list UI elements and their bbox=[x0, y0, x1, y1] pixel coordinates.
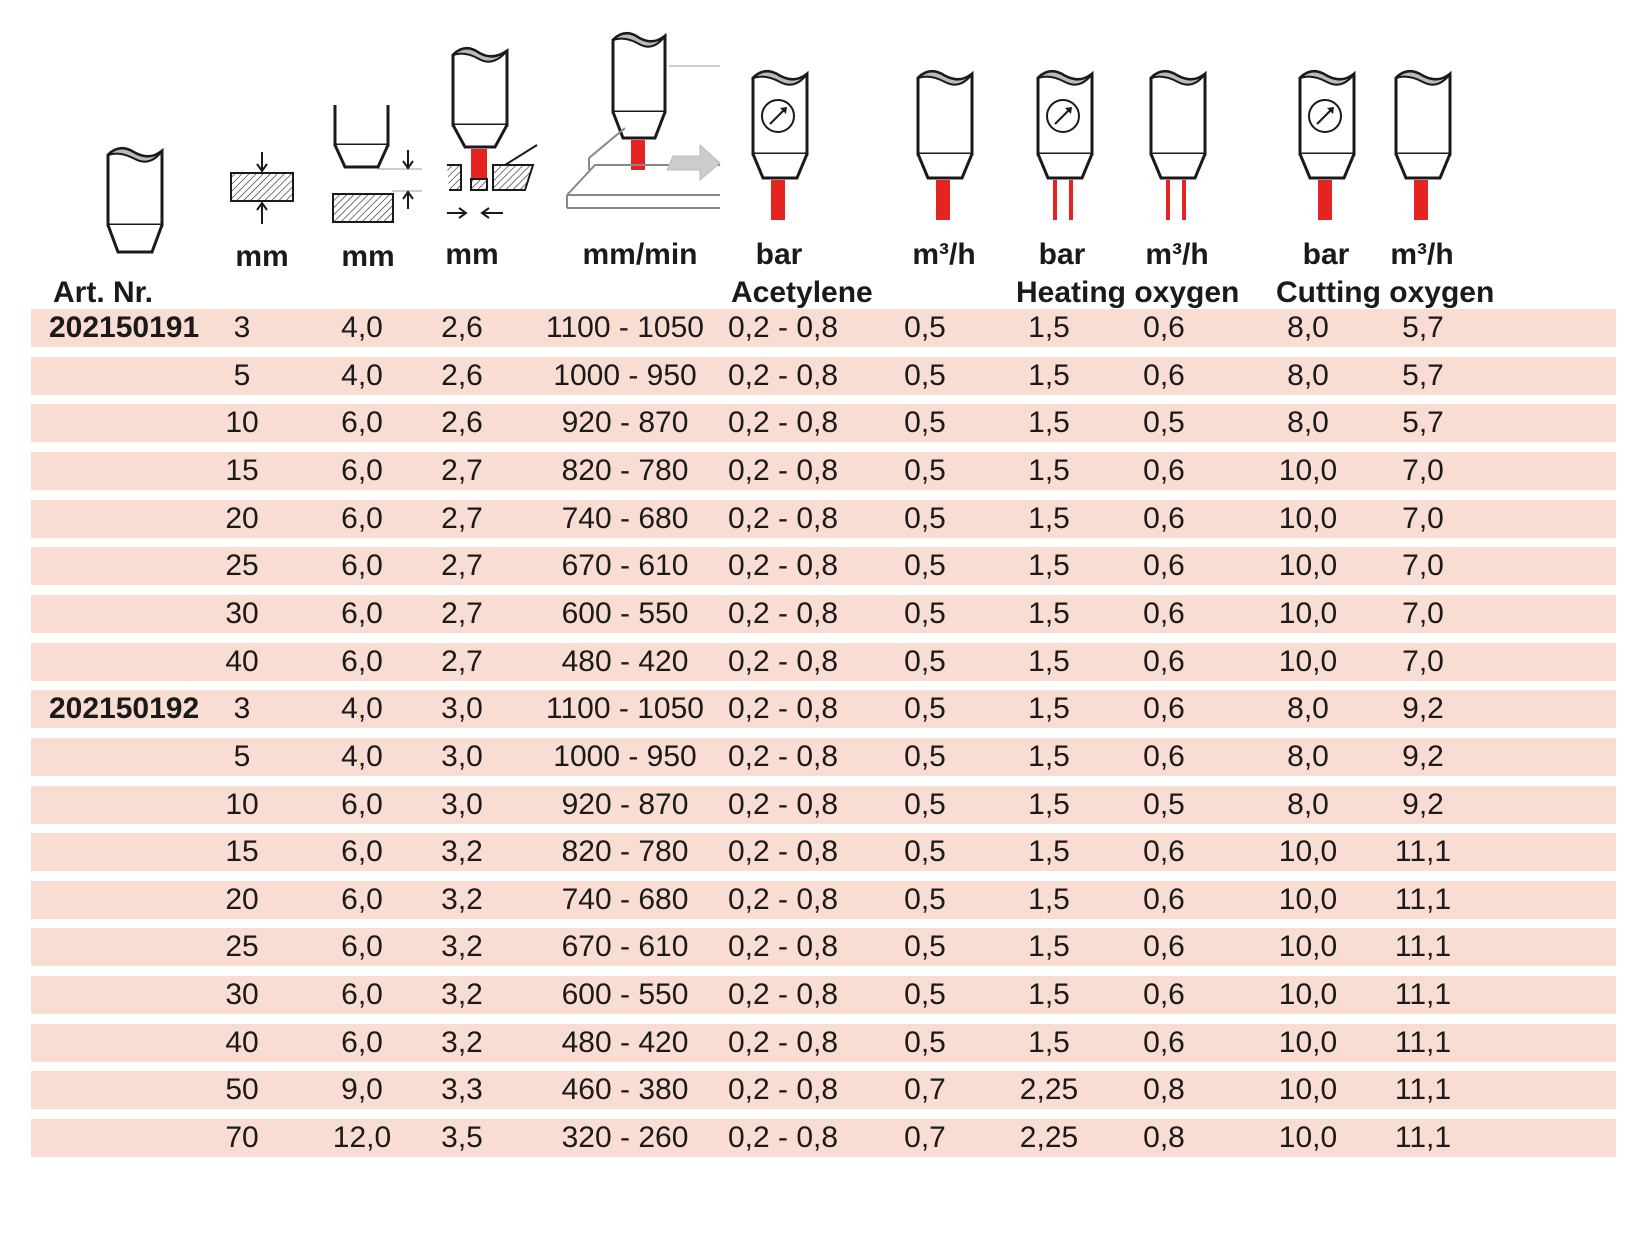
cell-acetylene-pressure: 0,2 - 0,8 bbox=[727, 645, 839, 678]
cell-material-thickness: 25 bbox=[225, 549, 259, 582]
cell-cutting-speed: 600 - 550 bbox=[561, 978, 689, 1011]
table-row bbox=[31, 928, 1616, 966]
cell-nozzle-distance: 4,0 bbox=[341, 692, 383, 725]
cell-acetylene-flow: 0,5 bbox=[904, 454, 946, 487]
cell-cutting-speed: 320 - 260 bbox=[561, 1121, 689, 1154]
cell-material-thickness: 50 bbox=[225, 1073, 259, 1106]
cell-nozzle-distance: 6,0 bbox=[341, 788, 383, 821]
cell-cutting-oxygen-flow: 7,0 bbox=[1402, 597, 1444, 630]
acetylene-pressure-icon bbox=[750, 68, 810, 223]
cell-cutting-oxygen-pressure: 10,0 bbox=[1278, 1121, 1338, 1154]
cell-acetylene-flow: 0,5 bbox=[904, 406, 946, 439]
cell-cutting-oxygen-pressure: 10,0 bbox=[1278, 1026, 1338, 1059]
cell-acetylene-pressure: 0,2 - 0,8 bbox=[727, 978, 839, 1011]
cell-acetylene-pressure: 0,2 - 0,8 bbox=[727, 406, 839, 439]
cell-cutting-oxygen-flow: 9,2 bbox=[1402, 740, 1444, 773]
cell-heating-oxygen-pressure: 2,25 bbox=[1019, 1121, 1079, 1154]
cell-nozzle-distance: 6,0 bbox=[341, 930, 383, 963]
cell-nozzle-distance: 9,0 bbox=[341, 1073, 383, 1106]
cell-cutting-oxygen-flow: 11,1 bbox=[1394, 835, 1452, 868]
cell-cutting-oxygen-flow: 5,7 bbox=[1402, 359, 1444, 392]
cell-nozzle-distance: 6,0 bbox=[341, 406, 383, 439]
cell-nozzle-distance: 6,0 bbox=[341, 597, 383, 630]
unit-heating-oxygen-flow: m³/h bbox=[1145, 238, 1209, 271]
cell-nozzle-distance: 12,0 bbox=[332, 1121, 392, 1154]
cell-heating-oxygen-pressure: 1,5 bbox=[1028, 692, 1070, 725]
cell-material-thickness: 3 bbox=[233, 311, 251, 344]
table-row bbox=[31, 309, 1616, 347]
cell-acetylene-flow: 0,5 bbox=[904, 692, 946, 725]
cell-acetylene-pressure: 0,2 - 0,8 bbox=[727, 883, 839, 916]
cell-cutting-oxygen-flow: 11,1 bbox=[1394, 978, 1452, 1011]
cell-acetylene-flow: 0,5 bbox=[904, 549, 946, 582]
cell-heating-oxygen-pressure: 1,5 bbox=[1028, 835, 1070, 868]
cell-acetylene-pressure: 0,2 - 0,8 bbox=[727, 1073, 839, 1106]
cell-cutting-speed: 740 - 680 bbox=[561, 883, 689, 916]
cell-heating-oxygen-pressure: 1,5 bbox=[1028, 502, 1070, 535]
cell-cutting-oxygen-pressure: 10,0 bbox=[1278, 597, 1338, 630]
kerf-width-icon bbox=[445, 45, 540, 235]
table-row bbox=[31, 1119, 1616, 1157]
cell-acetylene-pressure: 0,2 - 0,8 bbox=[727, 1026, 839, 1059]
cell-nozzle-distance: 4,0 bbox=[341, 311, 383, 344]
group-cutting-oxygen: Cutting oxygen bbox=[1276, 276, 1495, 309]
table-row bbox=[31, 643, 1616, 681]
cell-material-thickness: 30 bbox=[225, 597, 259, 630]
cell-cutting-oxygen-flow: 11,1 bbox=[1394, 930, 1452, 963]
cell-material-thickness: 30 bbox=[225, 978, 259, 1011]
cell-cutting-speed: 460 - 380 bbox=[561, 1073, 689, 1106]
unit-acetylene-flow: m³/h bbox=[912, 238, 976, 271]
cell-cutting-oxygen-pressure: 10,0 bbox=[1278, 883, 1338, 916]
cell-acetylene-flow: 0,5 bbox=[904, 835, 946, 868]
cell-acetylene-flow: 0,5 bbox=[904, 740, 946, 773]
cell-heating-oxygen-pressure: 1,5 bbox=[1028, 930, 1070, 963]
cell-nozzle-distance: 6,0 bbox=[341, 645, 383, 678]
cell-material-thickness: 10 bbox=[225, 406, 259, 439]
cell-heating-oxygen-flow: 0,6 bbox=[1143, 883, 1185, 916]
cell-cutting-oxygen-pressure: 10,0 bbox=[1278, 1073, 1338, 1106]
cell-acetylene-flow: 0,5 bbox=[904, 311, 946, 344]
table-row bbox=[31, 833, 1616, 871]
cell-acetylene-pressure: 0,2 - 0,8 bbox=[727, 692, 839, 725]
cell-material-thickness: 40 bbox=[225, 1026, 259, 1059]
cell-cutting-oxygen-pressure: 10,0 bbox=[1278, 645, 1338, 678]
cell-kerf-width: 3,2 bbox=[441, 883, 483, 916]
cell-material-thickness: 3 bbox=[233, 692, 251, 725]
cell-kerf-width: 2,6 bbox=[441, 406, 483, 439]
cell-acetylene-flow: 0,5 bbox=[904, 597, 946, 630]
cell-material-thickness: 15 bbox=[225, 835, 259, 868]
cell-cutting-oxygen-pressure: 8,0 bbox=[1287, 311, 1329, 344]
cell-nozzle-distance: 6,0 bbox=[341, 978, 383, 1011]
cell-kerf-width: 3,2 bbox=[441, 1026, 483, 1059]
material-thickness-icon bbox=[228, 152, 296, 224]
cell-nozzle-distance: 6,0 bbox=[341, 835, 383, 868]
cell-material-thickness: 15 bbox=[225, 454, 259, 487]
cell-heating-oxygen-flow: 0,6 bbox=[1143, 597, 1185, 630]
cell-acetylene-flow: 0,7 bbox=[904, 1073, 946, 1106]
cell-kerf-width: 2,7 bbox=[441, 549, 483, 582]
table-row bbox=[31, 500, 1616, 538]
unit-nozzle-distance: mm bbox=[341, 240, 395, 273]
unit-cutting-oxygen-flow: m³/h bbox=[1390, 238, 1454, 271]
cell-heating-oxygen-pressure: 1,5 bbox=[1028, 454, 1070, 487]
cell-cutting-speed: 1100 - 1050 bbox=[546, 311, 704, 344]
cell-cutting-speed: 600 - 550 bbox=[561, 597, 689, 630]
cell-material-thickness: 10 bbox=[225, 788, 259, 821]
cell-nozzle-distance: 6,0 bbox=[341, 1026, 383, 1059]
cutting-speed-icon bbox=[565, 30, 725, 220]
cell-heating-oxygen-pressure: 1,5 bbox=[1028, 1026, 1070, 1059]
unit-cutting-oxygen-pressure: bar bbox=[1302, 238, 1350, 271]
cell-kerf-width: 2,7 bbox=[441, 502, 483, 535]
cell-cutting-oxygen-flow: 5,7 bbox=[1402, 406, 1444, 439]
table-row bbox=[31, 357, 1616, 395]
cell-kerf-width: 3,3 bbox=[441, 1073, 483, 1106]
cell-cutting-oxygen-pressure: 10,0 bbox=[1278, 549, 1338, 582]
cell-heating-oxygen-flow: 0,6 bbox=[1143, 311, 1185, 344]
cell-kerf-width: 3,5 bbox=[441, 1121, 483, 1154]
table-row bbox=[31, 786, 1616, 824]
nozzle-distance-icon bbox=[330, 105, 425, 235]
cell-heating-oxygen-pressure: 1,5 bbox=[1028, 978, 1070, 1011]
cell-heating-oxygen-flow: 0,8 bbox=[1143, 1121, 1185, 1154]
table-row bbox=[31, 1071, 1616, 1109]
cell-heating-oxygen-flow: 0,6 bbox=[1143, 978, 1185, 1011]
cell-cutting-oxygen-pressure: 8,0 bbox=[1287, 788, 1329, 821]
cell-acetylene-flow: 0,5 bbox=[904, 883, 946, 916]
cell-heating-oxygen-flow: 0,6 bbox=[1143, 454, 1185, 487]
cell-cutting-oxygen-pressure: 10,0 bbox=[1278, 930, 1338, 963]
cell-cutting-oxygen-pressure: 10,0 bbox=[1278, 502, 1338, 535]
cell-acetylene-pressure: 0,2 - 0,8 bbox=[727, 788, 839, 821]
cell-material-thickness: 20 bbox=[225, 502, 259, 535]
art-nr-header: Art. Nr. bbox=[53, 276, 154, 309]
cell-cutting-oxygen-flow: 7,0 bbox=[1402, 454, 1444, 487]
unit-acetylene-pressure: bar bbox=[755, 238, 803, 271]
table-row bbox=[31, 690, 1616, 728]
cell-acetylene-pressure: 0,2 - 0,8 bbox=[727, 549, 839, 582]
heating-oxygen-pressure-icon bbox=[1035, 68, 1095, 223]
cell-acetylene-flow: 0,5 bbox=[904, 645, 946, 678]
table-row bbox=[31, 881, 1616, 919]
cell-kerf-width: 2,6 bbox=[441, 311, 483, 344]
cell-cutting-oxygen-flow: 11,1 bbox=[1394, 1121, 1452, 1154]
cell-cutting-oxygen-flow: 5,7 bbox=[1402, 311, 1444, 344]
cell-acetylene-flow: 0,5 bbox=[904, 1026, 946, 1059]
unit-cutting-speed: mm/min bbox=[582, 238, 698, 271]
cell-cutting-oxygen-flow: 11,1 bbox=[1394, 1073, 1452, 1106]
cell-cutting-oxygen-pressure: 8,0 bbox=[1287, 406, 1329, 439]
cell-material-thickness: 20 bbox=[225, 883, 259, 916]
cell-cutting-oxygen-pressure: 8,0 bbox=[1287, 692, 1329, 725]
heating-oxygen-flow-icon bbox=[1148, 68, 1208, 223]
cell-heating-oxygen-flow: 0,6 bbox=[1143, 1026, 1185, 1059]
cell-material-thickness: 70 bbox=[225, 1121, 259, 1154]
cell-nozzle-distance: 6,0 bbox=[341, 502, 383, 535]
cell-heating-oxygen-flow: 0,5 bbox=[1143, 406, 1185, 439]
cell-heating-oxygen-pressure: 1,5 bbox=[1028, 597, 1070, 630]
cell-cutting-oxygen-flow: 11,1 bbox=[1394, 1026, 1452, 1059]
cell-heating-oxygen-flow: 0,6 bbox=[1143, 930, 1185, 963]
cell-acetylene-flow: 0,7 bbox=[904, 1121, 946, 1154]
cell-cutting-oxygen-flow: 9,2 bbox=[1402, 692, 1444, 725]
cell-heating-oxygen-flow: 0,6 bbox=[1143, 835, 1185, 868]
cell-acetylene-pressure: 0,2 - 0,8 bbox=[727, 311, 839, 344]
unit-heating-oxygen-pressure: bar bbox=[1038, 238, 1086, 271]
article-number: 202150192 bbox=[49, 692, 200, 725]
cell-acetylene-pressure: 0,2 - 0,8 bbox=[727, 454, 839, 487]
cell-heating-oxygen-flow: 0,6 bbox=[1143, 692, 1185, 725]
cell-kerf-width: 3,0 bbox=[441, 740, 483, 773]
cell-heating-oxygen-flow: 0,5 bbox=[1143, 788, 1185, 821]
cell-acetylene-pressure: 0,2 - 0,8 bbox=[727, 502, 839, 535]
cell-heating-oxygen-flow: 0,8 bbox=[1143, 1073, 1185, 1106]
table-row bbox=[31, 976, 1616, 1014]
cell-acetylene-flow: 0,5 bbox=[904, 359, 946, 392]
cell-heating-oxygen-pressure: 1,5 bbox=[1028, 883, 1070, 916]
table-row bbox=[31, 595, 1616, 633]
cell-nozzle-distance: 4,0 bbox=[341, 359, 383, 392]
cell-cutting-speed: 920 - 870 bbox=[561, 788, 689, 821]
cell-acetylene-flow: 0,5 bbox=[904, 930, 946, 963]
cell-cutting-speed: 670 - 610 bbox=[561, 549, 689, 582]
cell-cutting-speed: 1100 - 1050 bbox=[546, 692, 704, 725]
cell-cutting-oxygen-pressure: 10,0 bbox=[1278, 835, 1338, 868]
cell-kerf-width: 2,7 bbox=[441, 645, 483, 678]
cell-nozzle-distance: 6,0 bbox=[341, 883, 383, 916]
cell-acetylene-flow: 0,5 bbox=[904, 788, 946, 821]
cell-nozzle-distance: 6,0 bbox=[341, 454, 383, 487]
cell-heating-oxygen-flow: 0,6 bbox=[1143, 549, 1185, 582]
cell-kerf-width: 2,7 bbox=[441, 597, 483, 630]
cell-cutting-oxygen-pressure: 10,0 bbox=[1278, 454, 1338, 487]
cell-heating-oxygen-pressure: 1,5 bbox=[1028, 549, 1070, 582]
cell-heating-oxygen-pressure: 1,5 bbox=[1028, 740, 1070, 773]
cell-cutting-speed: 670 - 610 bbox=[561, 930, 689, 963]
cell-cutting-oxygen-flow: 7,0 bbox=[1402, 549, 1444, 582]
cell-nozzle-distance: 4,0 bbox=[341, 740, 383, 773]
cell-cutting-speed: 920 - 870 bbox=[561, 406, 689, 439]
cell-material-thickness: 5 bbox=[233, 740, 251, 773]
cell-cutting-oxygen-pressure: 8,0 bbox=[1287, 359, 1329, 392]
cell-kerf-width: 2,7 bbox=[441, 454, 483, 487]
cell-heating-oxygen-flow: 0,6 bbox=[1143, 359, 1185, 392]
cell-cutting-speed: 1000 - 950 bbox=[553, 359, 697, 392]
cell-acetylene-pressure: 0,2 - 0,8 bbox=[727, 1121, 839, 1154]
cell-acetylene-pressure: 0,2 - 0,8 bbox=[727, 597, 839, 630]
cell-acetylene-pressure: 0,2 - 0,8 bbox=[727, 930, 839, 963]
cell-heating-oxygen-pressure: 1,5 bbox=[1028, 645, 1070, 678]
cell-cutting-speed: 820 - 780 bbox=[561, 454, 689, 487]
cell-cutting-speed: 740 - 680 bbox=[561, 502, 689, 535]
cell-cutting-speed: 480 - 420 bbox=[561, 1026, 689, 1059]
unit-material-thickness: mm bbox=[235, 240, 289, 273]
cell-cutting-speed: 820 - 780 bbox=[561, 835, 689, 868]
nozzle-icon bbox=[105, 145, 165, 260]
cell-acetylene-flow: 0,5 bbox=[904, 502, 946, 535]
acetylene-flow-icon bbox=[915, 68, 975, 223]
cell-acetylene-pressure: 0,2 - 0,8 bbox=[727, 359, 839, 392]
cell-heating-oxygen-pressure: 2,25 bbox=[1019, 1073, 1079, 1106]
unit-kerf-width: mm bbox=[445, 238, 499, 271]
table-row bbox=[31, 547, 1616, 585]
cell-heating-oxygen-flow: 0,6 bbox=[1143, 740, 1185, 773]
group-heating-oxygen: Heating oxygen bbox=[1016, 276, 1240, 309]
cell-cutting-oxygen-flow: 11,1 bbox=[1394, 883, 1452, 916]
cell-heating-oxygen-flow: 0,6 bbox=[1143, 502, 1185, 535]
table-row bbox=[31, 1024, 1616, 1062]
cell-kerf-width: 3,2 bbox=[441, 930, 483, 963]
cell-heating-oxygen-pressure: 1,5 bbox=[1028, 359, 1070, 392]
cell-material-thickness: 5 bbox=[233, 359, 251, 392]
cell-nozzle-distance: 6,0 bbox=[341, 549, 383, 582]
cell-acetylene-pressure: 0,2 - 0,8 bbox=[727, 835, 839, 868]
group-acetylene: Acetylene bbox=[731, 276, 873, 309]
cell-kerf-width: 3,0 bbox=[441, 788, 483, 821]
cell-cutting-oxygen-flow: 7,0 bbox=[1402, 502, 1444, 535]
table-row bbox=[31, 404, 1616, 442]
cell-cutting-speed: 1000 - 950 bbox=[553, 740, 697, 773]
cell-material-thickness: 40 bbox=[225, 645, 259, 678]
cell-kerf-width: 3,2 bbox=[441, 978, 483, 1011]
cell-kerf-width: 3,2 bbox=[441, 835, 483, 868]
cell-acetylene-pressure: 0,2 - 0,8 bbox=[727, 740, 839, 773]
cutting-oxygen-pressure-icon bbox=[1297, 68, 1357, 223]
article-number: 202150191 bbox=[49, 311, 200, 344]
cell-cutting-oxygen-flow: 7,0 bbox=[1402, 645, 1444, 678]
cell-cutting-oxygen-pressure: 8,0 bbox=[1287, 740, 1329, 773]
cell-kerf-width: 3,0 bbox=[441, 692, 483, 725]
cell-cutting-oxygen-pressure: 10,0 bbox=[1278, 978, 1338, 1011]
cell-heating-oxygen-flow: 0,6 bbox=[1143, 645, 1185, 678]
cell-cutting-speed: 480 - 420 bbox=[561, 645, 689, 678]
cell-acetylene-flow: 0,5 bbox=[904, 978, 946, 1011]
cell-cutting-oxygen-flow: 9,2 bbox=[1402, 788, 1444, 821]
cell-material-thickness: 25 bbox=[225, 930, 259, 963]
cell-heating-oxygen-pressure: 1,5 bbox=[1028, 788, 1070, 821]
cell-heating-oxygen-pressure: 1,5 bbox=[1028, 311, 1070, 344]
cell-heating-oxygen-pressure: 1,5 bbox=[1028, 406, 1070, 439]
table-row bbox=[31, 738, 1616, 776]
table-row bbox=[31, 452, 1616, 490]
cutting-oxygen-flow-icon bbox=[1393, 68, 1453, 223]
cell-kerf-width: 2,6 bbox=[441, 359, 483, 392]
